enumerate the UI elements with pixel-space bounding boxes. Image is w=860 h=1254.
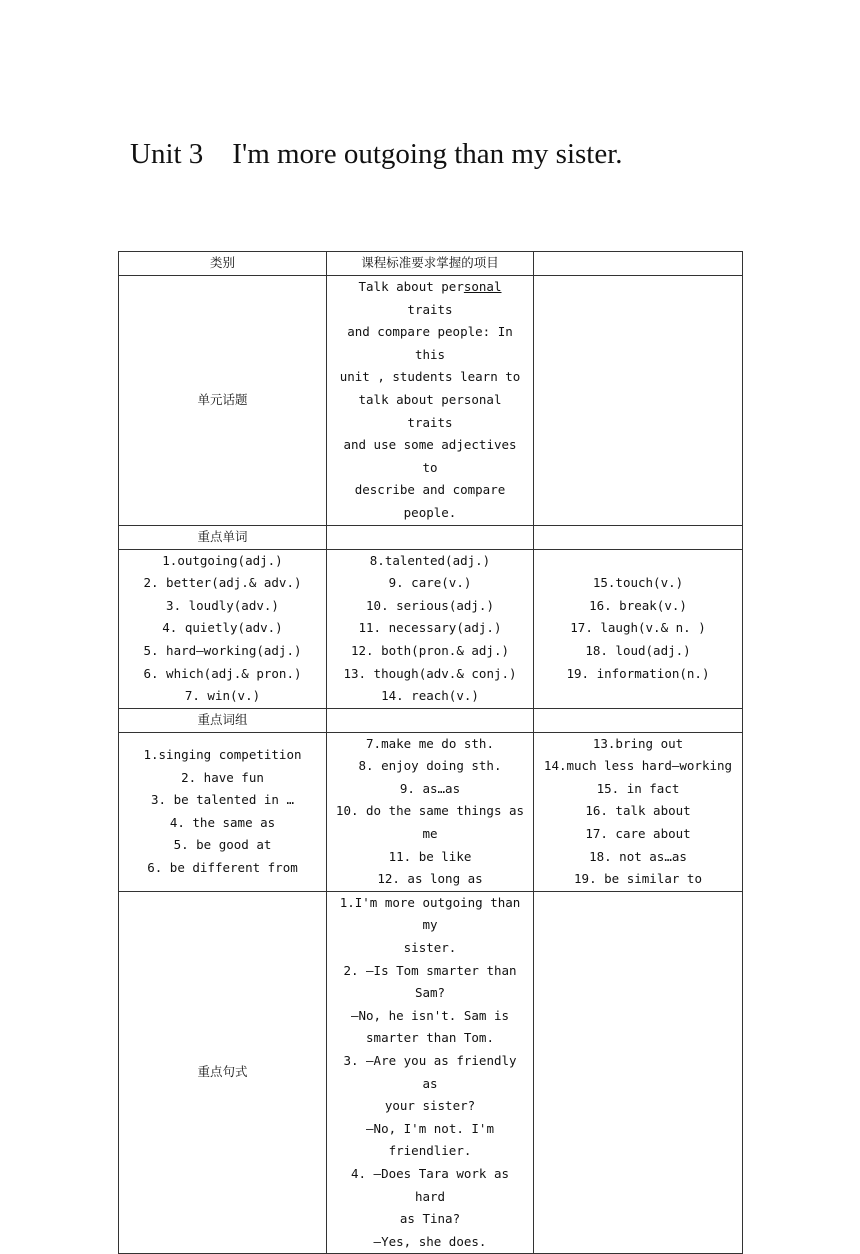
words-header-empty: [534, 525, 743, 549]
phrase-item: 16. talk about: [585, 803, 691, 819]
phrase-item: 14.much less hard—working: [543, 758, 733, 774]
topic-row: [119, 276, 743, 526]
topic-line: unit , students learn to: [339, 369, 521, 385]
topic-line: and compare people: In this: [347, 324, 513, 362]
sentence-line: Sam?: [414, 985, 446, 1001]
phrase-item: 7.make me do sth.: [366, 735, 494, 751]
word-item: 18. loud(adj.): [585, 642, 691, 658]
word-item: 15.touch(v.): [592, 575, 684, 591]
word-item: 12. both(pron.& adj.): [350, 642, 510, 658]
words-row: [119, 549, 743, 708]
phrases-row: [119, 732, 743, 891]
sentence-line: —No, I'm not. I'm: [366, 1120, 494, 1136]
word-item: 19. information(n.): [566, 665, 710, 681]
sentence-line: 3. —Are you as friendly as: [343, 1053, 517, 1091]
sentences-row: [119, 891, 743, 1254]
header-category: 类别: [119, 252, 327, 276]
words-col1: [119, 549, 327, 708]
sentence-line: sister.: [403, 940, 457, 956]
words-col3: [534, 549, 743, 708]
word-item: 4. quietly(adv.): [162, 620, 283, 636]
topic-category: 单元话题: [119, 276, 327, 526]
header-row: [119, 252, 743, 276]
curriculum-table: [118, 251, 743, 1254]
phrase-item: 8. enjoy doing sth.: [358, 758, 502, 774]
topic-text-post: traits: [407, 301, 453, 317]
phrase-item: 9. as…as: [399, 780, 461, 796]
sentence-line: 2. —Is Tom smarter than: [343, 962, 517, 978]
phrases-col3: [534, 732, 743, 891]
phrase-item: 5. be good at: [173, 837, 272, 853]
topic-text-pre: Talk about per: [358, 279, 464, 294]
word-item: 1.outgoing(adj.): [162, 552, 283, 568]
sentences-category: 重点句式: [119, 891, 327, 1254]
sentence-line: your sister?: [384, 1098, 476, 1114]
phrases-category: 重点词组: [119, 708, 327, 732]
sentence-line: —No, he isn't. Sam is: [350, 1007, 510, 1023]
word-item: 8.talented(adj.): [369, 552, 491, 568]
words-header-row: [119, 525, 743, 549]
phrase-item: 18. not as…as: [589, 848, 687, 864]
topic-description: [327, 276, 534, 526]
topic-line: talk about personal traits: [358, 391, 502, 430]
phrase-item: 12. as long as: [377, 871, 483, 887]
phrases-col1: [119, 732, 327, 891]
phrase-item: 19. be similar to: [574, 871, 702, 887]
phrase-item: 17. care about: [585, 826, 691, 842]
phrase-item: 1.singing competition: [143, 746, 302, 762]
words-col2: [327, 549, 534, 708]
topic-line: describe and compare: [354, 482, 506, 498]
sentences-empty: [534, 891, 743, 1254]
topic-line: and use some adjectives to: [343, 437, 517, 475]
words-category: 重点单词: [119, 525, 327, 549]
topic-text-underlined: sonal: [463, 279, 502, 294]
topic-line-first: [333, 276, 527, 321]
word-item: 17. laugh(v.& n. ): [570, 620, 706, 636]
unit-title: Unit 3 I'm more outgoing than my sister.: [130, 138, 623, 170]
phrase-item: 13.bring out: [592, 735, 684, 751]
word-item: 14. reach(v.): [381, 688, 479, 704]
word-item: 5. hard—working(adj.): [143, 642, 302, 658]
topic-empty: [534, 276, 743, 526]
phrase-item: 2. have fun: [181, 769, 264, 785]
phrases-header-empty: [327, 708, 534, 732]
words-header-empty: [327, 525, 534, 549]
sentence-line: friendlier.: [388, 1143, 472, 1159]
word-item: 10. serious(adj.): [366, 597, 494, 613]
phrase-item: 4. the same as: [169, 814, 276, 830]
sentences-content: [327, 891, 534, 1254]
word-item: 6. which(adj.& pron.): [143, 665, 302, 681]
header-empty: [534, 252, 743, 276]
phrase-item: 15. in fact: [596, 780, 680, 796]
sentence-line: 4. —Does Tara work as hard: [350, 1165, 510, 1204]
word-item: 16. break(v.): [589, 597, 687, 613]
phrase-item: 3. be talented in …: [151, 792, 294, 808]
phrase-item: 10. do the same things as me: [335, 803, 525, 842]
word-item: 11. necessary(adj.): [358, 620, 502, 636]
word-item: 2. better(adj.& adv.): [143, 575, 302, 591]
phrase-item: 6. be different from: [147, 859, 298, 875]
sentence-line: 1.I'm more outgoing than my: [339, 894, 521, 933]
phrase-item: 11. be like: [388, 848, 472, 864]
word-item: 9. care(v.): [388, 575, 472, 591]
word-item: 3. loudly(adv.): [166, 597, 279, 613]
phrases-header-row: [119, 708, 743, 732]
sentence-line: as Tina?: [399, 1211, 461, 1227]
word-item: 7. win(v.): [184, 688, 261, 704]
phrases-col2: [327, 732, 534, 891]
topic-line: people.: [403, 504, 457, 520]
sentence-line: smarter than Tom.: [366, 1030, 494, 1046]
word-item: 13. though(adv.& conj.): [343, 665, 517, 681]
sentence-line: —Yes, she does.: [373, 1233, 487, 1249]
phrases-header-empty: [534, 708, 743, 732]
header-items: 课程标准要求掌握的项目: [327, 252, 534, 276]
